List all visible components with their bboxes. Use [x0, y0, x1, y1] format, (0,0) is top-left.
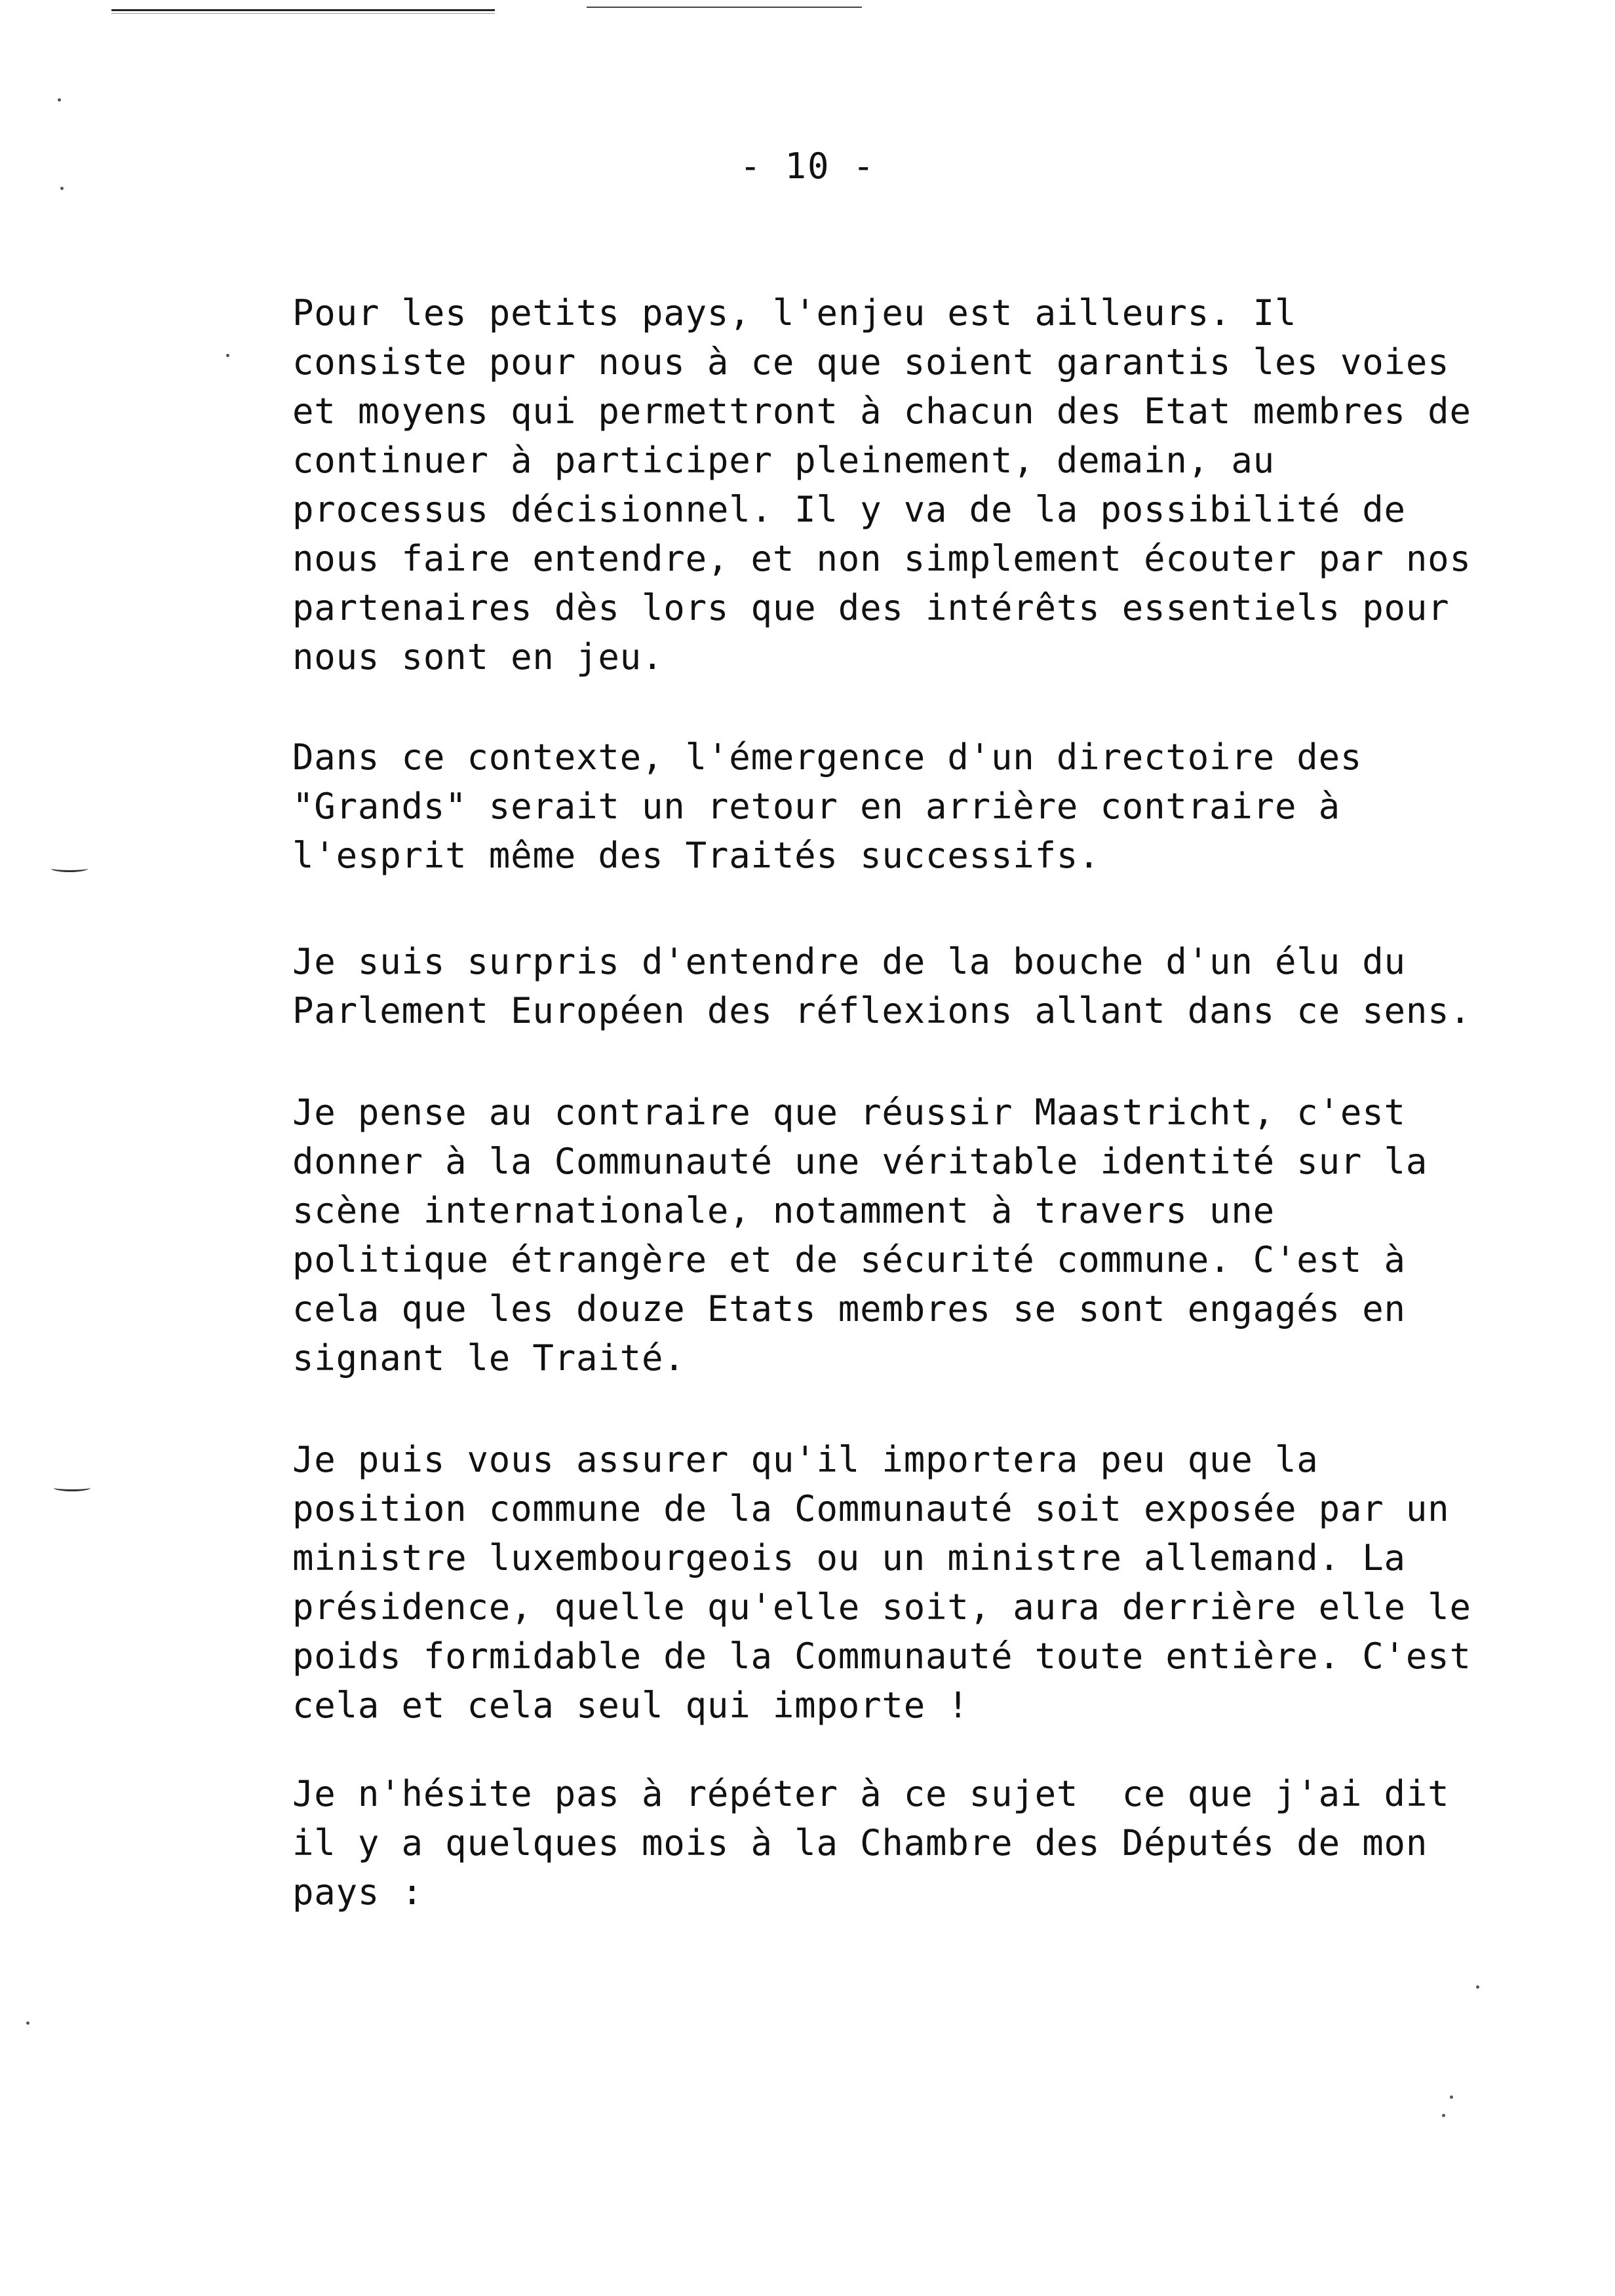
- scan-artifact-line: [111, 9, 495, 11]
- scan-speck: [26, 2021, 29, 2025]
- paragraph: Je n'hésite pas à répéter à ce sujet ce que j'ai dit il y a quelques mois à la Chambre des Députés de mon pays :: [292, 1773, 1450, 1913]
- scan-speck: [1442, 2114, 1445, 2117]
- margin-mark: [54, 1484, 90, 1491]
- scan-artifact-line: [111, 13, 495, 14]
- page-number: - 10 -: [739, 145, 876, 187]
- paragraph: Je puis vous assurer qu'il importera peu que la position commune de la Communauté soit exposée par un ministre luxembourgeois ou un ministre allemand. La présidence, quelle qu'elle soit, aura derrière elle le poids formidable de la Communauté toute entière. C'est cela et cela seul qui importe !: [292, 1439, 1471, 1726]
- scan-speck: [58, 98, 61, 102]
- scan-artifact-line: [587, 7, 862, 8]
- margin-mark: [51, 865, 88, 872]
- paragraph: Je pense au contraire que réussir Maastricht, c'est donner à la Communauté une véritable identité sur la scène internationale, notamment à travers une politique étrangère et de sécurité commune. C'est à cela que les douze Etats membres se sont engagés en signant le Traité.: [292, 1092, 1428, 1379]
- scan-speck: [60, 187, 64, 190]
- scan-speck: [226, 354, 229, 357]
- paragraph: Pour les petits pays, l'enjeu est ailleurs. Il consiste pour nous à ce que soient garantis les voies et moyens qui permettront à chacun des Etat membres de continuer à participer pleinement, demain, au processus décisionnel. Il y va de la possibilité de nous faire entendre, et non simplement écouter par nos partenaires dès lors que des intérêts essentiels pour nous sont en jeu.: [292, 292, 1471, 678]
- paragraph: Dans ce contexte, l'émergence d'un directoire des "Grands" serait un retour en arrière contraire à l'esprit même des Traités successifs.: [292, 737, 1363, 876]
- scan-speck: [1476, 1985, 1479, 1989]
- paragraph: Je suis surpris d'entendre de la bouche d'un élu du Parlement Européen des réflexions allant dans ce sens.: [292, 941, 1471, 1031]
- scan-speck: [1450, 2095, 1453, 2099]
